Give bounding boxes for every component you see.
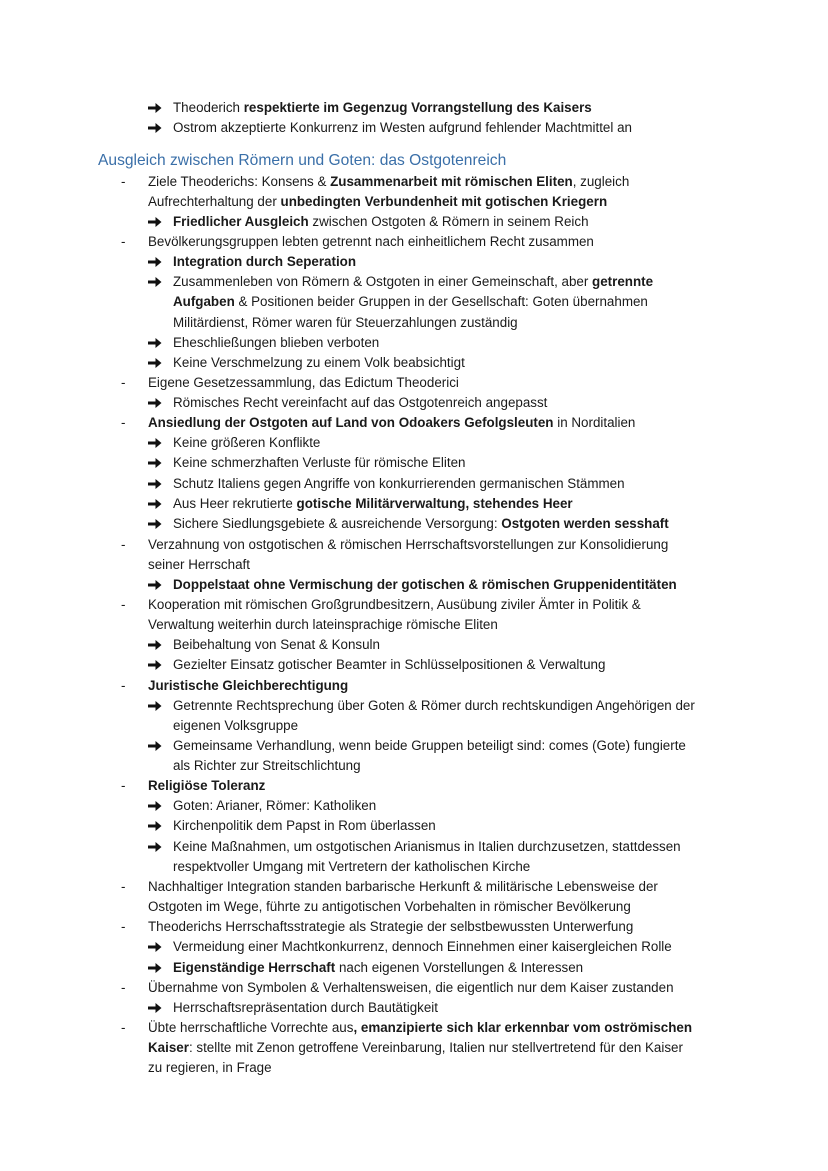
bold-text: unbedingten Verbundenheit mit gotischen Kriegern [280, 194, 608, 209]
bold-text: Ostgoten werden sesshaft [501, 516, 669, 531]
text-run: eigenen Volksgruppe [173, 718, 299, 733]
text-line [173, 575, 677, 595]
text-line [148, 555, 250, 575]
bullet-dash: - [121, 919, 126, 934]
text-run: seiner Herrschaft [148, 557, 250, 572]
bold-text: Kaiser [148, 1040, 189, 1055]
text-line [173, 998, 438, 1018]
text-run: Ziele Theoderichs: Konsens & [148, 174, 331, 189]
text-line [173, 453, 466, 473]
bullet-dash: - [121, 174, 126, 189]
arrow-right-icon [148, 453, 164, 473]
text-line [148, 676, 348, 696]
text-line [148, 776, 265, 796]
text-run: Keine schmerzhaften Verluste für römische Eliten [173, 455, 466, 470]
text-line [148, 978, 674, 998]
text-run: in Norditalien [553, 415, 636, 430]
section-heading: Ausgleich zwischen Römern und Goten: das Ostgotenreich [98, 152, 507, 169]
bullet-dash: - [121, 980, 126, 995]
text-line [173, 433, 320, 453]
text-line [173, 118, 632, 138]
text-run: Zusammenleben von Römern & Ostgoten in einer Gemeinschaft, aber [173, 274, 593, 289]
text-run: & Positionen beider Gruppen in der Gesellschaft: Goten übernahmen [234, 294, 648, 309]
text-line [173, 333, 379, 353]
text-line [173, 353, 465, 373]
text-run: Keine größeren Konflikte [173, 435, 321, 450]
arrow-right-icon [148, 272, 164, 292]
text-run: Herrschaftsrepräsentation durch Bautätigkeit [173, 1000, 438, 1015]
text-run: Theoderich [173, 100, 244, 115]
bullet-dash: - [121, 879, 126, 894]
text-line [173, 474, 625, 494]
text-line [173, 756, 361, 776]
bold-text: respektierte im Gegenzug Vorrangstellung des Kaisers [243, 100, 592, 115]
text-line [173, 937, 672, 957]
bold-text: Eigenständige Herrschaft [173, 960, 336, 975]
bold-text: Aufgaben [173, 294, 235, 309]
text-run: Keine Maßnahmen, um ostgotischen Arianismus in Italien durchzusetzen, stattdessen [173, 839, 681, 854]
text-line [148, 535, 668, 555]
bullet-dash: - [121, 1020, 126, 1035]
text-line [173, 393, 547, 413]
text-run: Aufrechterhaltung der [148, 194, 281, 209]
text-line [148, 373, 459, 393]
arrow-right-icon [148, 514, 164, 534]
text-line [173, 696, 695, 716]
text-run: Goten: Arianer, Römer: Katholiken [173, 798, 377, 813]
text-run: Ostrom akzeptierte Konkurrenz im Westen aufgrund fehlender Machtmittel an [173, 120, 632, 135]
arrow-right-icon [148, 655, 164, 675]
text-line [173, 796, 376, 816]
arrow-right-icon [148, 474, 164, 494]
text-run: Ostgoten im Wege, führte zu antigotischen Vorbehalten in römischer Bevölkerung [148, 899, 631, 914]
text-run: Keine Verschmelzung zu einem Volk beabsichtigt [173, 355, 465, 370]
text-line [173, 494, 573, 514]
arrow-right-icon [148, 696, 164, 716]
text-run: Römisches Recht vereinfacht auf das Ostgotenreich angepasst [173, 395, 548, 410]
text-line [148, 595, 641, 615]
bullet-dash: - [121, 778, 126, 793]
bullet-dash: - [121, 375, 126, 390]
text-line [148, 1018, 692, 1038]
text-line [173, 212, 589, 232]
bullet-dash: - [121, 597, 126, 612]
bold-text: Doppelstaat ohne Vermischung der gotischen & römischen Gruppenidentitäten [173, 577, 677, 592]
text-line [173, 98, 592, 118]
bold-text: gotische Militärverwaltung, stehendes Heer [296, 496, 573, 511]
text-line [148, 1058, 272, 1078]
bold-text: , emanzipierte sich klar erkennbar vom oströmischen [353, 1020, 693, 1035]
bold-text: Friedlicher Ausgleich [173, 214, 309, 229]
text-run: , zugleich [572, 174, 630, 189]
text-line [173, 313, 518, 333]
text-line [148, 1038, 683, 1058]
text-line [173, 958, 583, 978]
text-line [173, 736, 686, 756]
arrow-right-icon [148, 333, 164, 353]
text-run: Übte herrschaftliche Vorrechte aus [148, 1020, 354, 1035]
bold-text: Religiöse Toleranz [148, 778, 266, 793]
text-run: als Richter zur Streitschlichtung [173, 758, 361, 773]
arrow-right-icon [148, 494, 164, 514]
text-line [148, 897, 631, 917]
bold-text: Ansiedlung der Ostgoten auf Land von Odoakers Gefolgsleuten [148, 415, 554, 430]
arrow-right-icon [148, 118, 164, 138]
text-line [148, 917, 633, 937]
arrow-right-icon [148, 998, 164, 1018]
text-run: respektvoller Umgang mit Vertretern der katholischen Kirche [173, 859, 531, 874]
text-run: Verwaltung weiterhin durch lateinsprachige römische Eliten [148, 617, 498, 632]
text-run: Getrennte Rechtsprechung über Goten & Römer durch rechtskundigen Angehörigen der [173, 698, 695, 713]
text-run: Vermeidung einer Machtkonkurrenz, dennoch Einnehmen einer kaisergleichen Rolle [173, 939, 672, 954]
text-line [173, 272, 653, 292]
text-run: Theoderichs Herrschaftsstrategie als Strategie der selbstbewussten Unterwerfung [148, 919, 634, 934]
arrow-right-icon [148, 736, 164, 756]
text-run: Eheschließungen blieben verboten [173, 335, 380, 350]
text-run: Kooperation mit römischen Großgrundbesitzern, Ausübung ziviler Ämter in Politik & [148, 597, 641, 612]
bold-text: Juristische Gleichberechtigung [148, 678, 349, 693]
arrow-right-icon [148, 635, 164, 655]
text-line [148, 172, 629, 192]
text-line [148, 232, 594, 252]
text-run: Nachhaltiger Integration standen barbarische Herkunft & militärische Lebensweise der [148, 879, 658, 894]
arrow-right-icon [148, 353, 164, 373]
text-run: Übernahme von Symbolen & Verhaltensweisen, die eigentlich nur dem Kaiser zustanden [148, 980, 674, 995]
bold-text: getrennte [592, 274, 654, 289]
bullet-dash: - [121, 678, 126, 693]
text-run: Kirchenpolitik dem Papst in Rom überlassen [173, 818, 436, 833]
arrow-right-icon [148, 212, 164, 232]
text-line [148, 192, 607, 212]
text-line [173, 252, 356, 272]
text-run: Bevölkerungsgruppen lebten getrennt nach einheitlichem Recht zusammen [148, 234, 594, 249]
arrow-right-icon [148, 837, 164, 857]
text-run: nach eigenen Vorstellungen & Interessen [335, 960, 584, 975]
text-run: Aus Heer rekrutierte [173, 496, 297, 511]
text-line [148, 877, 658, 897]
text-run: Gemeinsame Verhandlung, wenn beide Gruppen beteiligt sind: comes (Gote) fungierte [173, 738, 686, 753]
text-line [173, 716, 298, 736]
arrow-right-icon [148, 252, 164, 272]
text-run: : stellte mit Zenon getroffene Vereinbarung, Italien nur stellvertretend für den Kaiser [188, 1040, 683, 1055]
text-run: Beibehaltung von Senat & Konsuln [173, 637, 380, 652]
text-line [173, 857, 530, 877]
arrow-right-icon [148, 98, 164, 118]
text-line [173, 816, 436, 836]
bullet-dash: - [121, 234, 126, 249]
arrow-right-icon [148, 433, 164, 453]
bullet-dash: - [121, 415, 126, 430]
text-run: zwischen Ostgoten & Römern in seinem Reich [308, 214, 589, 229]
bold-text: Zusammenarbeit mit römischen Eliten [330, 174, 573, 189]
text-line [148, 413, 635, 433]
arrow-right-icon [148, 816, 164, 836]
text-line [173, 635, 380, 655]
text-run: Schutz Italiens gegen Angriffe von konkurrierenden germanischen Stämmen [173, 476, 625, 491]
text-run: zu regieren, in Frage [148, 1060, 272, 1075]
arrow-right-icon [148, 393, 164, 413]
arrow-right-icon [148, 796, 164, 816]
text-run: Gezielter Einsatz gotischer Beamter in Schlüsselpositionen & Verwaltung [173, 657, 606, 672]
text-line [148, 615, 498, 635]
text-run: Eigene Gesetzessammlung, das Edictum Theoderici [148, 375, 459, 390]
bold-text: Integration durch Seperation [173, 254, 357, 269]
text-run: Militärdienst, Römer waren für Steuerzahlungen zuständig [173, 315, 518, 330]
text-line [173, 514, 669, 534]
arrow-right-icon [148, 575, 164, 595]
arrow-right-icon [148, 958, 164, 978]
text-run: Verzahnung von ostgotischen & römischen Herrschaftsvorstellungen zur Konsolidierung [148, 537, 669, 552]
text-line [173, 837, 681, 857]
text-line [173, 292, 648, 312]
bullet-dash: - [121, 537, 126, 552]
arrow-right-icon [148, 937, 164, 957]
text-run: Sichere Siedlungsgebiete & ausreichende Versorgung: [173, 516, 502, 531]
text-line [173, 655, 605, 675]
